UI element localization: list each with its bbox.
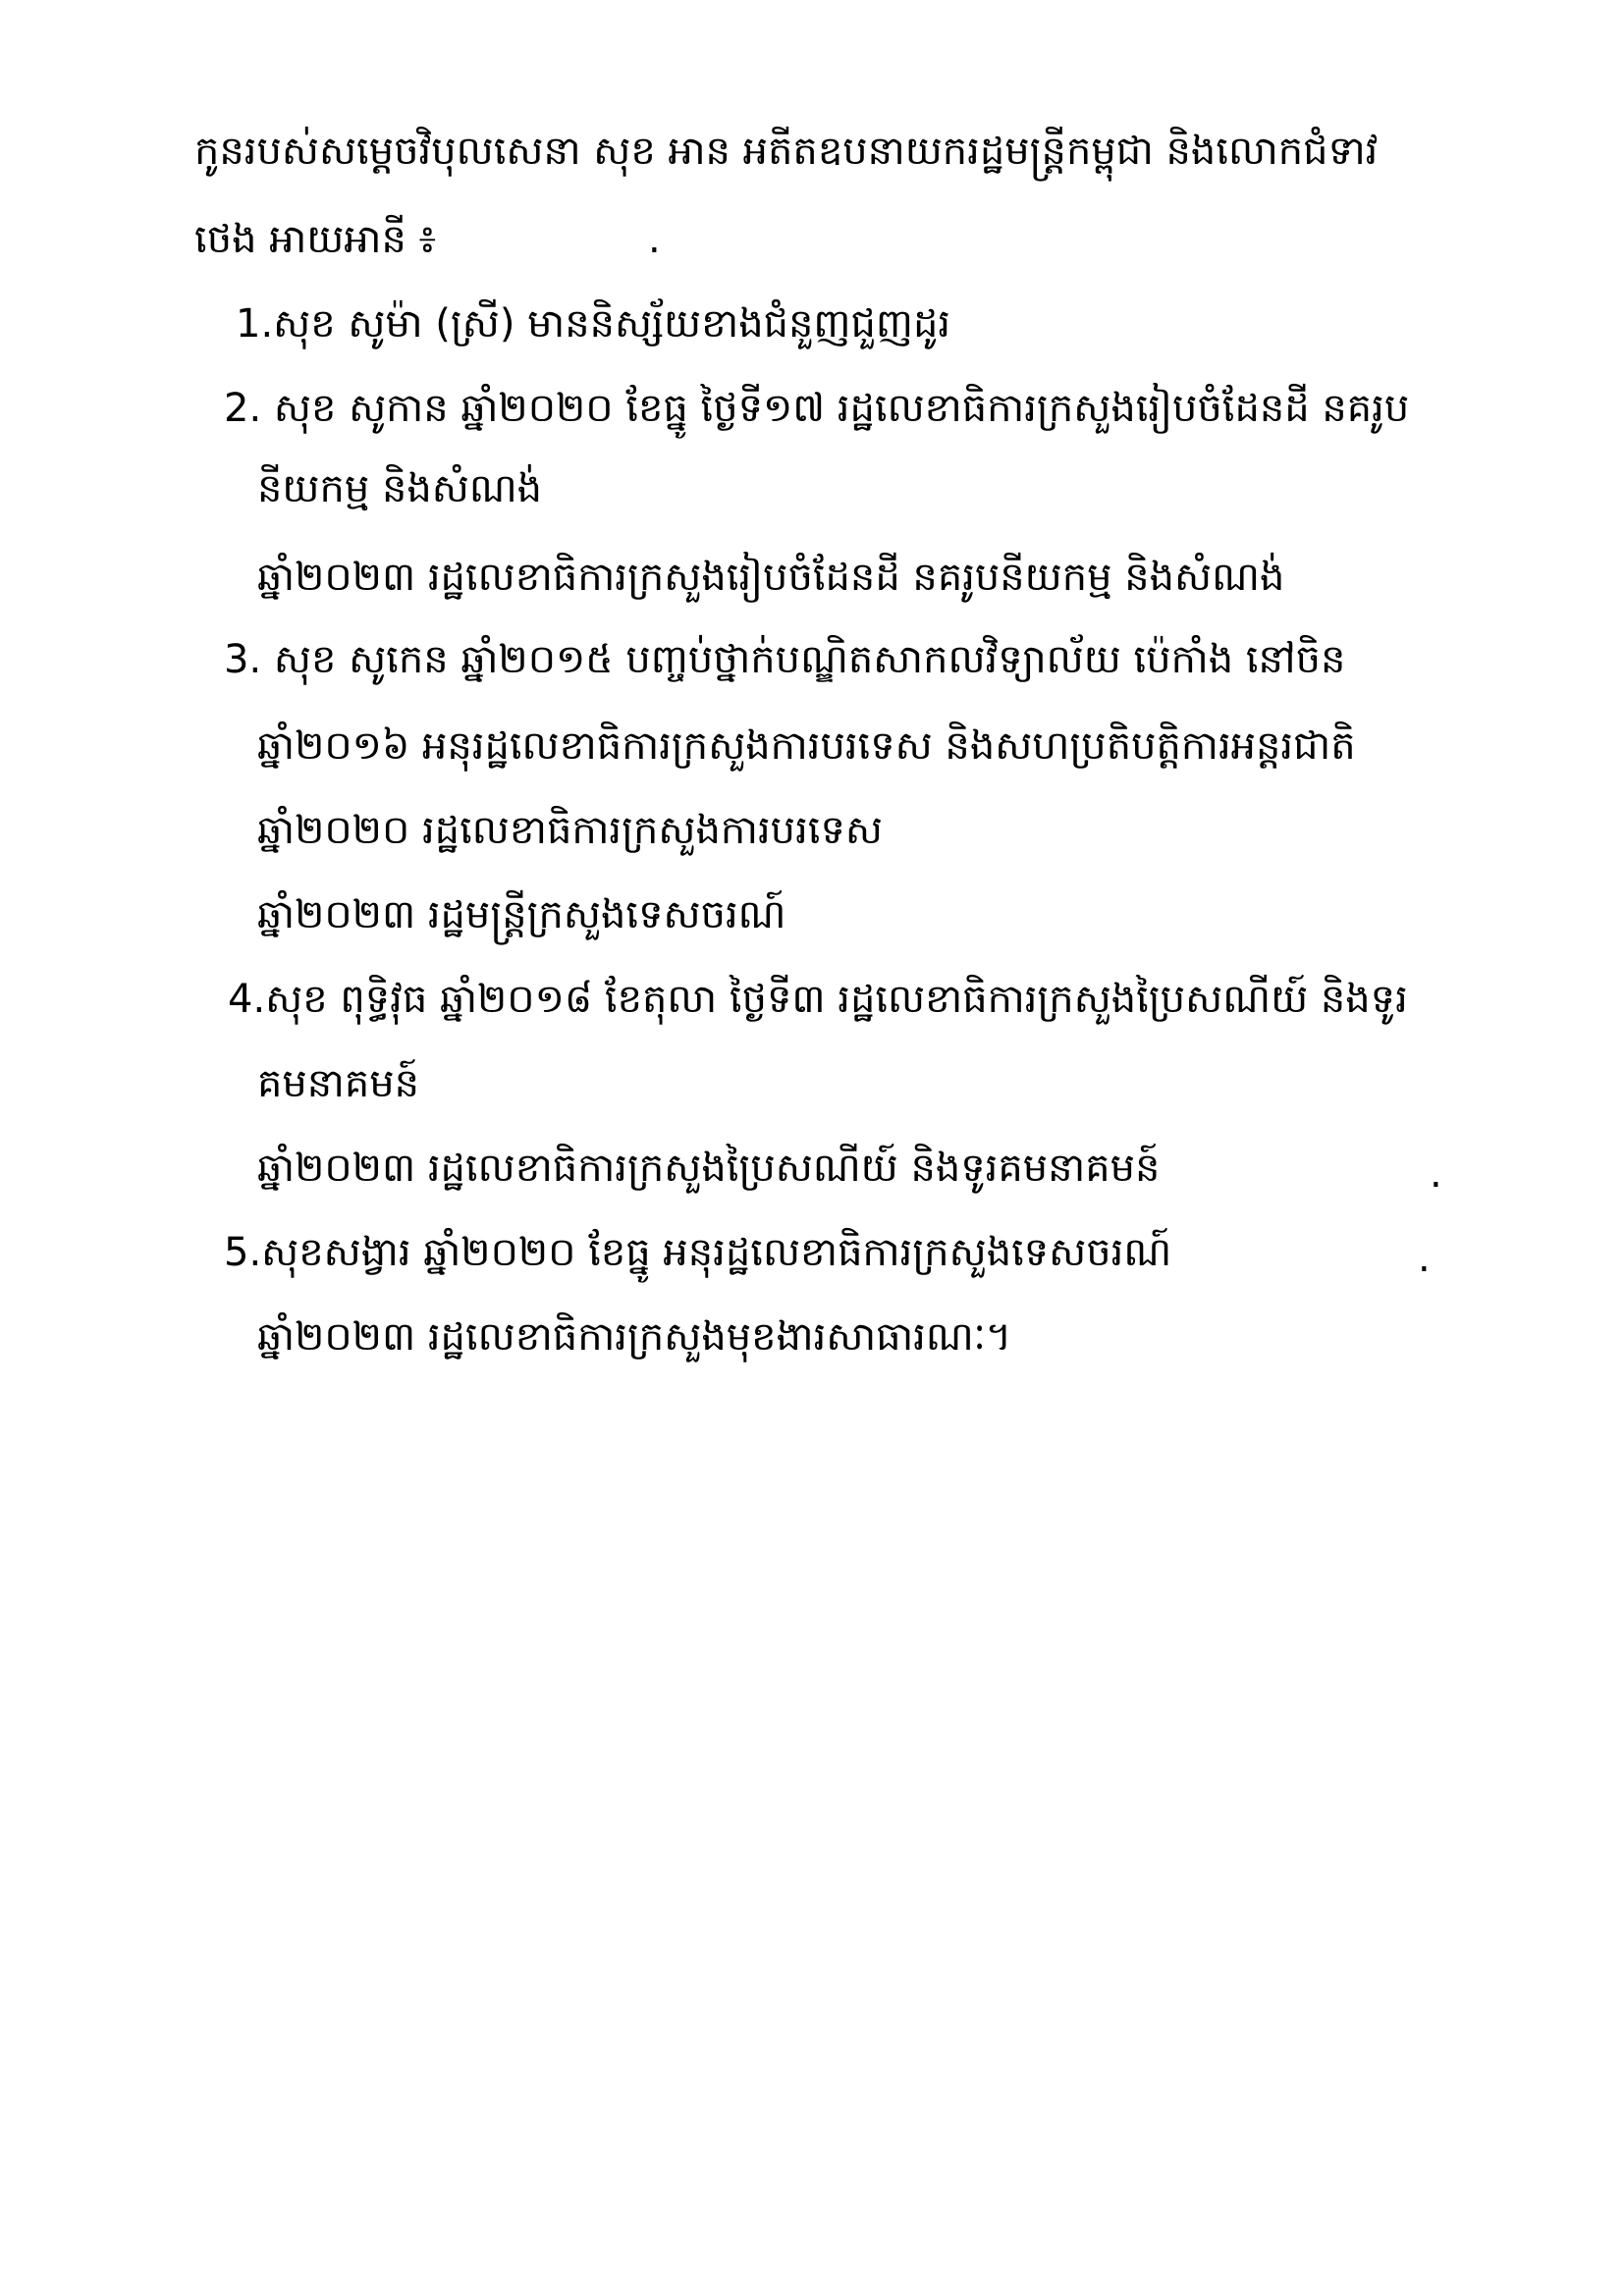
child-3-line-4: ឆ្នាំ២០២៣ រដ្ឋមន្រ្តីក្រសួងទេសចរណ៍ <box>257 892 786 937</box>
child-4-line-3: ឆ្នាំ២០២៣ រដ្ឋលេខាធិការក្រសួងប្រៃសណីយ៍ និងទូរគមនាគមន៍ <box>257 1146 1161 1191</box>
child-3-line-2: ឆ្នាំ២០១៦ អនុរដ្ឋលេខាធិការក្រសួងការបរទេស និងសហប្រតិបត្តិការអន្តរជាតិ <box>257 723 1356 769</box>
child-4-dot: . <box>1430 1151 1442 1197</box>
child-2-line-1: 2. សុខ សូកាន ឆ្នាំ២០២០ ខែធ្នូ ថ្ងៃទី១៧ រដ្ឋលេខាធិការក្រសួងរៀបចំដែនដី នគរូប <box>224 386 1410 431</box>
child-4-line-1: 4.សុខ ពុទ្ធិវុធ ឆ្នាំ២០១៨ ខែតុលា ថ្ងៃទី៣ រដ្ឋលេខាធិការក្រសួងប្រៃសណីយ៍ និងទូរ <box>228 977 1408 1022</box>
child-2-line-2: នីយកម្ម និងសំណង់ <box>257 466 543 511</box>
child-1-line-1: 1.សុខ សូម៉ា (ស្រី) មាននិស្ស័យខាងជំនួញជួញដូរ <box>236 301 951 347</box>
child-2-line-3: ឆ្នាំ២០២៣ រដ្ឋលេខាធិការក្រសួងរៀបចំដែនដី នគរូបនីយកម្ម និងសំណង់ <box>257 555 1285 600</box>
intro-line-2: ថេង អាយអានី ៖ <box>194 217 437 262</box>
child-3-line-3: ឆ្នាំ២០២០ រដ្ឋលេខាធិការក្រសួងការបរទេស <box>257 808 883 853</box>
child-5-dot: . <box>1418 1236 1431 1281</box>
intro-line-1: កូនរបស់សម្តេចវិបុលសេនា សុខ អាន អតីតឧបនាយករដ្ឋមន្រ្តីកម្ពុជា និងលោកជំទាវ <box>194 129 1379 174</box>
child-4-line-2: គមនាគមន៍ <box>257 1061 420 1106</box>
intro-dot: . <box>648 217 661 262</box>
child-3-line-1: 3. សុខ សូកេន ឆ្នាំ២០១៥ បញ្ចប់ថ្នាក់បណ្ឌិតសាកលវិទ្យាល័យ ប៉េកាំង នៅចិន <box>224 637 1346 682</box>
child-5-line-2: ឆ្នាំ២០២៣ រដ្ឋលេខាធិការក្រសួងមុខងារសាធារណៈ។ <box>257 1314 1012 1360</box>
child-5-line-1: 5.សុខសង្វារ ឆ្នាំ២០២០ ខែធ្នូ អនុរដ្ឋលេខាធិការក្រសួងទេសចរណ៍ <box>224 1230 1172 1275</box>
